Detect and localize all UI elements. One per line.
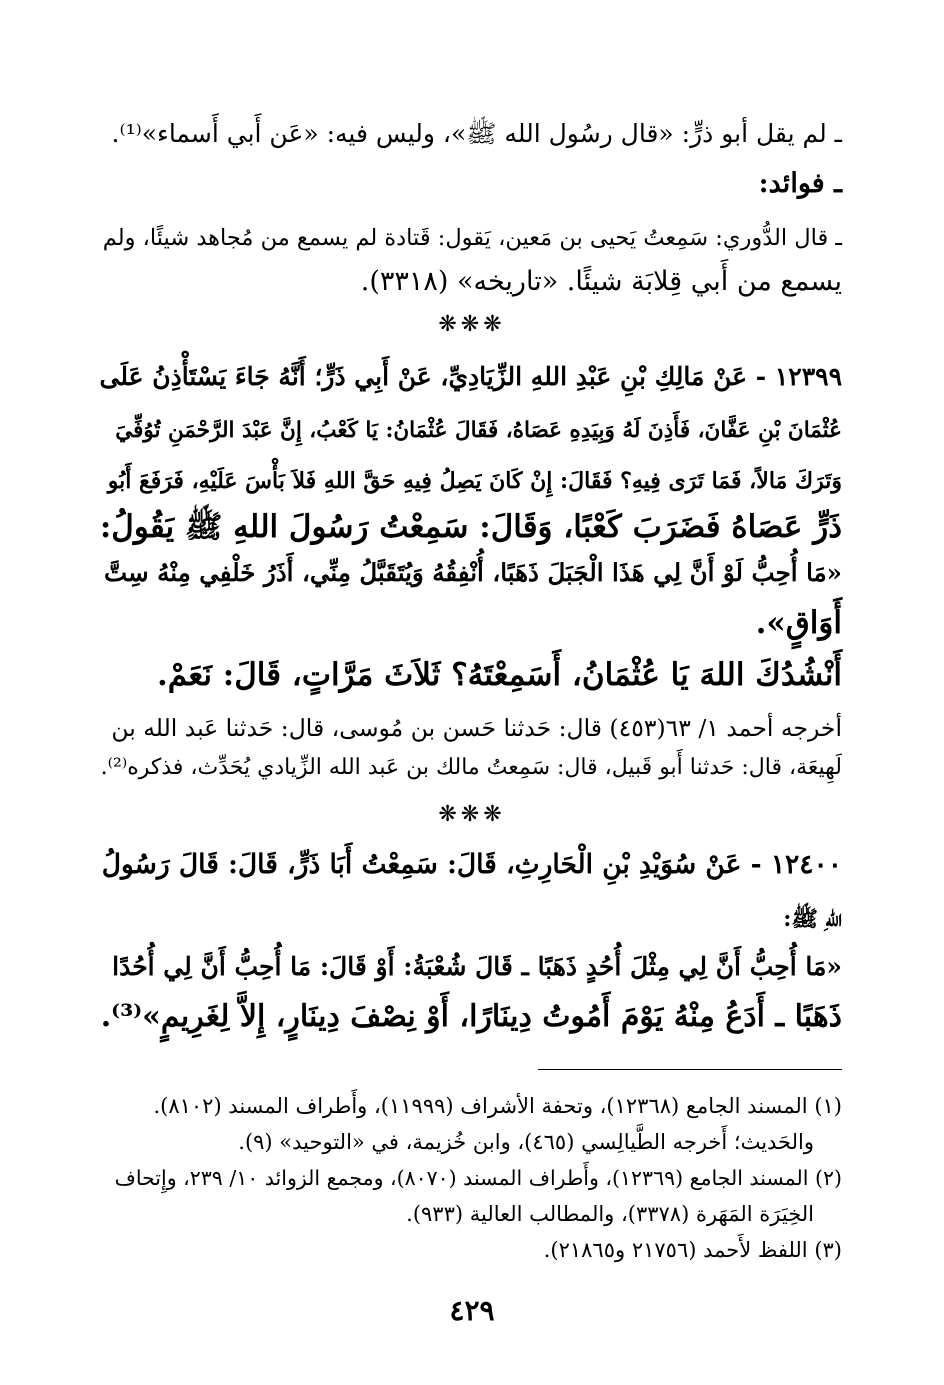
hadith-12400-line-1: ١٢٤٠٠ - عَنْ سُوَيْدِ بْنِ الْحَارِثِ، قَالَ: سَمِعْتُ أَبَا ذَرٍّ، قَالَ: قَالَ رَسُولُ bbox=[101, 849, 842, 880]
footnote-3-line-1: (٣) اللفظ لأَحمد (٢١٧٥٦ و٢١٨٦٥). bbox=[543, 1238, 842, 1262]
hadith-12399-line-1: ١٢٣٩٩ - عَنْ مَالِكِ بْنِ عَبْدِ اللهِ الزِّيَادِيِّ، عَنْ أَبِي ذَرٍّ؛ أَنَّهُ جَاءَ يَسْتَأْذِنُ عَلَى bbox=[99, 362, 842, 391]
footnote-1-line-1: (١) المسند الجامع (١٢٣٦٨)، وتحفة الأشراف (١١٩٩٩)، وأَطراف المسند (٨١٠٢). bbox=[153, 1094, 842, 1118]
hadith-12399-line-2: عُثْمَانَ بْنِ عَفَّانَ، فَأَذِنَ لَهُ وَبِيَدِهِ عَصَاهُ، فَقَالَ عُثْمَانُ: يَا كَعْبُ، إِنَّ عَبْدَ الرَّحْمَنِ تُوُفِّيَ bbox=[115, 418, 842, 443]
page-number: ٤٢٩ bbox=[449, 1294, 495, 1327]
footnote-2-line-1: (٢) المسند الجامع (١٢٣٦٩)، وأَطراف المسند (٨٠٧٠)، ومجمع الزوائد ١٠/ ٢٣٩، وإِتحاف bbox=[114, 1166, 842, 1190]
fawaid-heading: ـ فوائد: bbox=[758, 168, 842, 199]
footnote-1-line-2: والحَديث؛ أَخرجه الطَّيالِسي (٤٦٥)، وابن خُزيمة، في «التوحيد» (٩). bbox=[238, 1130, 814, 1154]
hadith-12400-line-4: ذَهَبًا ـ أَدَعُ مِنْهُ يَوْمَ أَمُوتُ دِينَارًا، أَوْ نِصْفَ دِينَارٍ، إِلاَّ لِغَرِيمٍ»⁽³⁾. bbox=[100, 999, 842, 1034]
separator-stars-2: ❋❋❋ bbox=[438, 802, 506, 827]
hadith-12400-line-3: «مَا أُحِبُّ أَنَّ لِي مِثْلَ أُحُدٍ ذَهَبًا ـ قَالَ شُعْبَةُ: أَوْ قَالَ: مَا أُحِبُّ أَنَّ لِي أُحُدًا bbox=[112, 952, 842, 981]
intro-line-3: يسمع من أَبي قِلابَة شيئًا. «تاريخه» (٣٣١٨). bbox=[360, 266, 842, 297]
intro-line-2: ـ قال الدُّوري: سَمِعتُ يَحيى بن مَعين، يَقول: قَتادة لم يسمع من مُجاهد شيئًا، ولم bbox=[102, 225, 842, 251]
hadith-12400-line-2: اللهِ ﷺ: bbox=[783, 906, 842, 932]
hadith-12399-line-3: وَتَرَكَ مَالاً، فَمَا تَرَى فِيهِ؟ فَقَالَ: إِنْ كَانَ يَصِلُ فِيهِ حَقَّ اللهِ فَلاَ بَأْسَ عَلَيْهِ، فَرَفَعَ أَبُو bbox=[107, 468, 842, 494]
hadith-12399-takhrij-line-1: أخرجه أحمد ١/ ٦٣(٤٥٣) قال: حَدثنا حَسن بن مُوسى، قال: حَدثنا عَبد الله بن bbox=[111, 714, 842, 742]
hadith-12399-line-4: ذَرٍّ عَصَاهُ فَضَرَبَ كَعْبًا، وَقَالَ: سَمِعْتُ رَسُولَ اللهِ ﷺ يَقُولُ: bbox=[99, 509, 842, 545]
footnote-2-line-2: الخِيَرَة المَهَرة (٣٣٧٨)، والمطالب العالية (٩٣٣). bbox=[406, 1202, 814, 1226]
hadith-12399-takhrij-line-2: لَهِيعَة، قال: حَدثنا أَبو قَبيل، قال: سَمِعتُ مالك بن عَبد الله الزِّيادي يُحَدِّث، فذكره⁽²⁾. bbox=[100, 755, 842, 780]
separator-stars: ❋❋❋ bbox=[438, 312, 506, 337]
hadith-12399-line-7: أَنْشُدُكَ اللهَ يَا عُثْمَانُ، أَسَمِعْتَهُ؟ ثَلاَثَ مَرَّاتٍ، قَالَ: نَعَمْ. bbox=[156, 657, 842, 693]
footnote-divider bbox=[538, 1069, 842, 1070]
hadith-12399-line-5: «مَا أُحِبُّ لَوْ أَنَّ لِي هَذَا الْجَبَلَ ذَهَبًا، أُنْفِقُهُ وَيُتَقَبَّلُ مِنِّي، أَذَرُ خَلْفِي مِنْهُ سِتَّ bbox=[104, 558, 842, 587]
intro-line-1: ـ لم يقل أبو ذرٍّ: «قال رسُول الله ﷺ»، وليس فيه: «عَن أَبي أَسماء»⁽¹⁾. bbox=[111, 119, 842, 148]
hadith-12399-line-6: أَوَاقٍ». bbox=[755, 605, 842, 641]
